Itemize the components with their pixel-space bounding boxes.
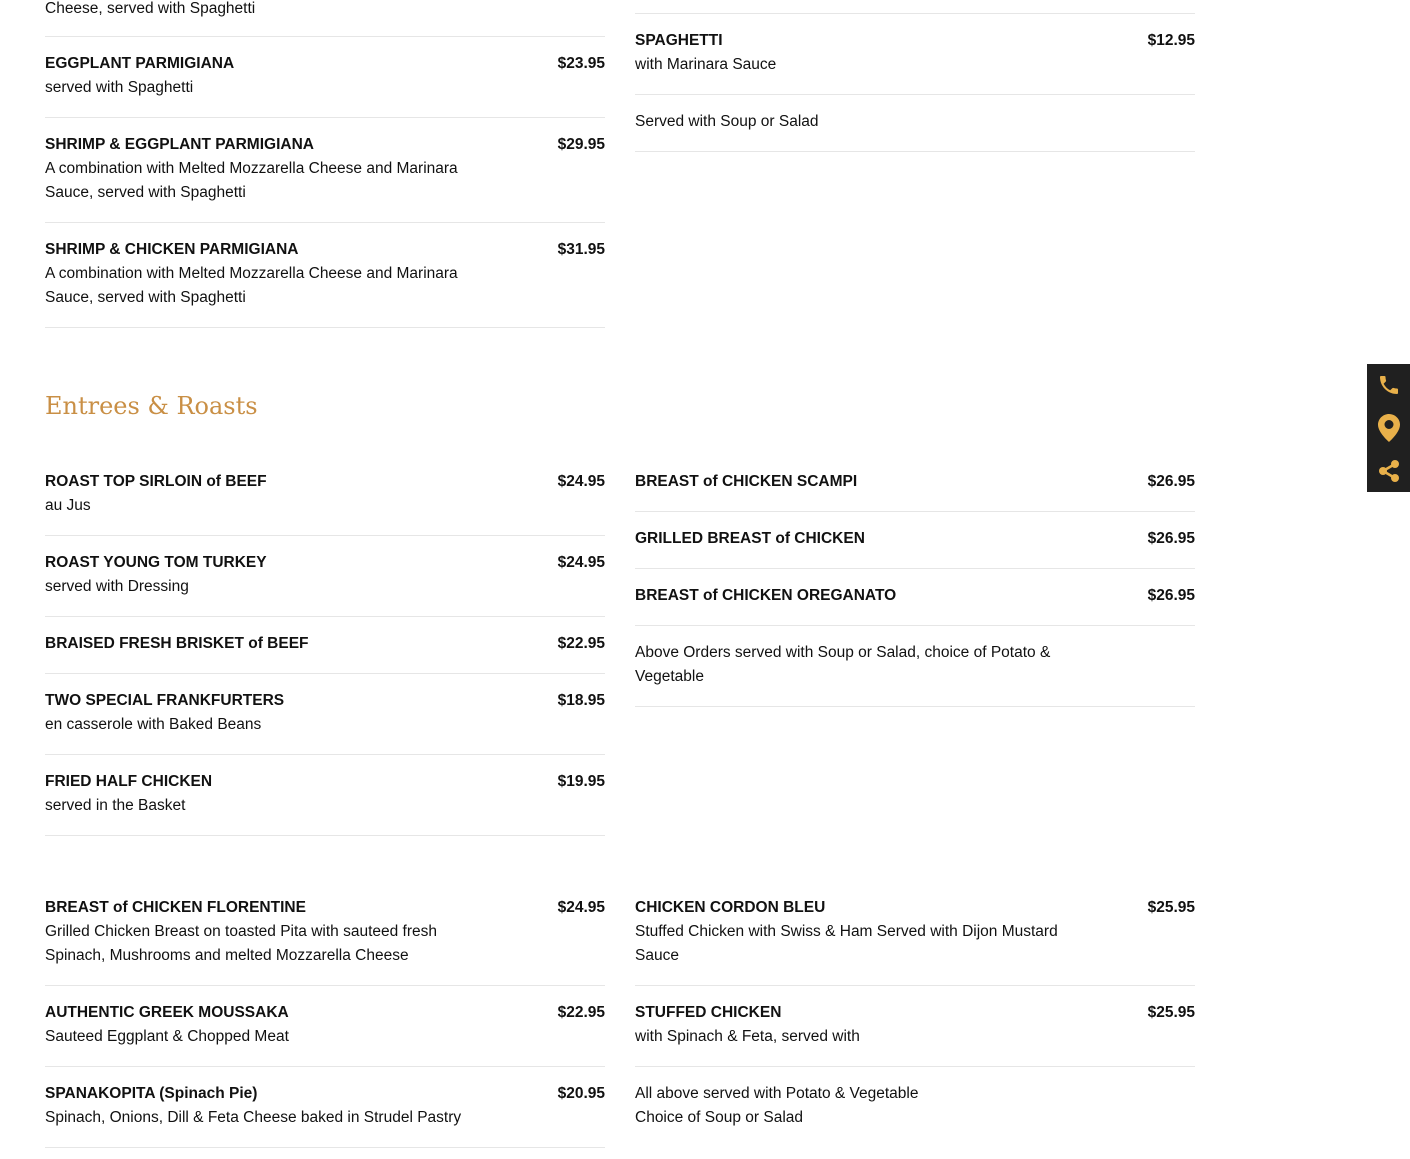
item-price: $24.95 bbox=[557, 899, 605, 916]
item-price: $24.95 bbox=[557, 473, 605, 490]
item-price: $25.95 bbox=[1147, 899, 1195, 916]
item-price: $29.95 bbox=[557, 136, 605, 153]
menu-column-bottom-right bbox=[635, 881, 1195, 1147]
map-pin-icon bbox=[1378, 414, 1400, 442]
menu-item bbox=[45, 755, 605, 836]
item-name: ROAST TOP SIRLOIN of BEEF bbox=[45, 473, 267, 490]
menu-note bbox=[635, 95, 1195, 152]
item-name: BREAST of CHICKEN OREGANATO bbox=[635, 587, 897, 604]
item-name: AUTHENTIC GREEK MOUSSAKA bbox=[45, 1004, 289, 1021]
item-price: $23.95 bbox=[557, 55, 605, 72]
note-text: Above Orders served with Soup or Salad, choice of Potato & Vegetable bbox=[635, 644, 1051, 685]
item-desc: Stuffed Chicken with Swiss & Ham Served with Dijon Mustard Sauce bbox=[635, 923, 1058, 964]
item-desc: en casserole with Baked Beans bbox=[45, 716, 262, 733]
item-price: $22.95 bbox=[557, 635, 605, 652]
menu-item bbox=[45, 536, 605, 617]
item-price: $20.95 bbox=[557, 1085, 605, 1102]
menu-column-roasts-right bbox=[635, 455, 1195, 707]
item-name: BREAST of CHICKEN SCAMPI bbox=[635, 473, 858, 490]
item-desc: A combination with Melted Mozzarella Cheese and Marinara Sauce, served with Spaghetti bbox=[45, 160, 458, 201]
section-title: Entrees & Roasts bbox=[45, 392, 258, 420]
item-name: SHRIMP & EGGPLANT PARMIGIANA bbox=[45, 136, 314, 153]
share-icon bbox=[1377, 459, 1401, 483]
item-desc: served with Dressing bbox=[45, 578, 189, 595]
item-price: $26.95 bbox=[1147, 530, 1195, 547]
item-price: $22.95 bbox=[557, 1004, 605, 1021]
floating-contact-bar bbox=[1367, 364, 1410, 492]
menu-item bbox=[45, 118, 605, 223]
menu-item bbox=[635, 881, 1195, 986]
item-desc: Cheese, served with Spaghetti bbox=[45, 0, 256, 17]
item-name: BRAISED FRESH BRISKET of BEEF bbox=[45, 635, 309, 652]
menu-note bbox=[635, 1067, 1195, 1147]
menu-item bbox=[45, 455, 605, 536]
map-button[interactable] bbox=[1367, 407, 1410, 449]
item-price: $31.95 bbox=[557, 241, 605, 258]
menu-item-partial bbox=[45, 0, 605, 37]
menu-column-bottom-left bbox=[45, 881, 605, 1148]
item-desc: Sauteed Eggplant & Chopped Meat bbox=[45, 1028, 289, 1045]
item-price: $26.95 bbox=[1147, 473, 1195, 490]
phone-icon bbox=[1377, 373, 1401, 397]
item-price: $19.95 bbox=[557, 773, 605, 790]
menu-item bbox=[635, 569, 1195, 626]
item-name: EGGPLANT PARMIGIANA bbox=[45, 55, 235, 72]
note-text: Served with Soup or Salad bbox=[635, 113, 819, 130]
menu-column-roasts-left bbox=[45, 455, 605, 836]
menu-column-top-left bbox=[45, 0, 605, 328]
item-desc: served in the Basket bbox=[45, 797, 186, 814]
menu-item bbox=[635, 512, 1195, 569]
item-price: $26.95 bbox=[1147, 587, 1195, 604]
menu-item bbox=[45, 223, 605, 328]
item-price: $24.95 bbox=[557, 554, 605, 571]
menu-note bbox=[635, 626, 1195, 707]
item-name: GRILLED BREAST of CHICKEN bbox=[635, 530, 865, 547]
item-name: SHRIMP & CHICKEN PARMIGIANA bbox=[45, 241, 299, 258]
item-desc: with Marinara Sauce bbox=[635, 56, 777, 73]
item-name: FRIED HALF CHICKEN bbox=[45, 773, 213, 790]
note-text: Choice of Soup or Salad bbox=[635, 1109, 804, 1126]
menu-item bbox=[635, 455, 1195, 512]
item-desc: au Jus bbox=[45, 497, 91, 514]
share-button[interactable] bbox=[1367, 450, 1410, 492]
menu-item bbox=[45, 1067, 605, 1148]
item-price: $25.95 bbox=[1147, 1004, 1195, 1021]
item-desc: served with Spaghetti bbox=[45, 79, 194, 96]
menu-item bbox=[45, 986, 605, 1067]
item-name: SPANAKOPITA (Spinach Pie) bbox=[45, 1085, 258, 1102]
item-name: CHICKEN CORDON BLEU bbox=[635, 899, 826, 916]
menu-item bbox=[45, 881, 605, 986]
item-name: STUFFED CHICKEN bbox=[635, 1004, 782, 1021]
item-desc: with Spinach & Feta, served with bbox=[635, 1028, 860, 1045]
menu-item bbox=[45, 37, 605, 118]
menu-column-top-right bbox=[635, 13, 1195, 152]
item-desc: A combination with Melted Mozzarella Cheese and Marinara Sauce, served with Spaghetti bbox=[45, 265, 458, 306]
item-name: TWO SPECIAL FRANKFURTERS bbox=[45, 692, 285, 709]
item-desc: Grilled Chicken Breast on toasted Pita with sauteed fresh Spinach, Mushrooms and melted Mozzarella Cheese bbox=[45, 923, 438, 964]
phone-button[interactable] bbox=[1367, 364, 1410, 406]
item-name: ROAST YOUNG TOM TURKEY bbox=[45, 554, 267, 571]
item-price: $12.95 bbox=[1147, 32, 1195, 49]
item-price: $18.95 bbox=[557, 692, 605, 709]
menu-item bbox=[635, 986, 1195, 1067]
item-name: BREAST of CHICKEN FLORENTINE bbox=[45, 899, 306, 916]
item-name: SPAGHETTI bbox=[635, 32, 723, 49]
menu-item bbox=[45, 617, 605, 674]
item-desc: Spinach, Onions, Dill & Feta Cheese baked in Strudel Pastry bbox=[45, 1109, 462, 1126]
menu-item bbox=[45, 674, 605, 755]
note-text: All above served with Potato & Vegetable bbox=[635, 1085, 919, 1102]
menu-item bbox=[635, 14, 1195, 95]
